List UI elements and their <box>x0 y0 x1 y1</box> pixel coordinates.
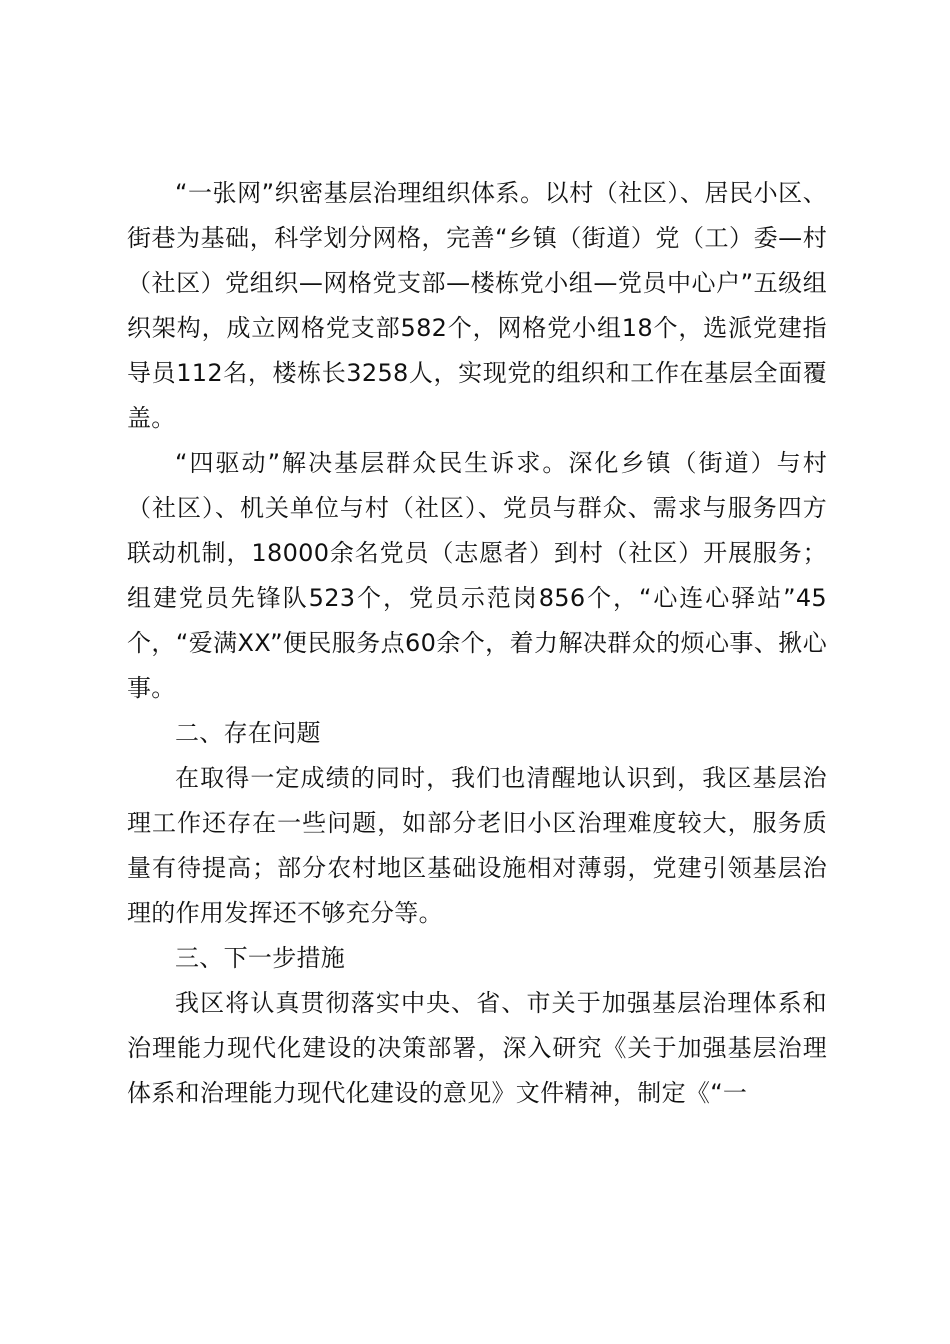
section-heading-problems: 二、存在问题 <box>175 719 321 747</box>
paragraph-four-drivers: “四驱动”解决基层群众民生诉求。深化乡镇（街道）与村（社区）、机关单位与村（社区）、党员与群众、需求与服务四方联动机制，18000余名党员（志愿者）到村（社区）开展服务；组建党员先锋队523个，党员示范岗856个，“心连心驿站”45个，“爱满XX”便民服务点60余个，着力解决群众的烦心事、揪心事。 <box>127 449 827 702</box>
paragraph-problems: 在取得一定成绩的同时，我们也清醒地认识到，我区基层治理工作还存在一些问题，如部分老旧小区治理难度较大，服务质量有待提高；部分农村地区基础设施相对薄弱，党建引领基层治理的作用发挥还不够充分等。 <box>127 764 827 927</box>
section-heading-next-steps: 三、下一步措施 <box>175 944 346 972</box>
document-body <box>127 171 827 1116</box>
paragraph-next-steps: 我区将认真贯彻落实中央、省、市关于加强基层治理体系和治理能力现代化建设的决策部署，深入研究《关于加强基层治理体系和治理能力现代化建设的意见》文件精神，制定《“一 <box>127 989 827 1107</box>
paragraph-grid-system: “一张网”织密基层治理组织体系。以村（社区）、居民小区、街巷为基础，科学划分网格，完善“乡镇（街道）党（工）委—村（社区）党组织—网格党支部—楼栋党小组—党员中心户”五级组织架构，成立网格党支部582个，网格党小组18个，选派党建指导员112名，楼栋长3258人，实现党的组织和工作在基层全面覆盖。 <box>127 179 827 432</box>
